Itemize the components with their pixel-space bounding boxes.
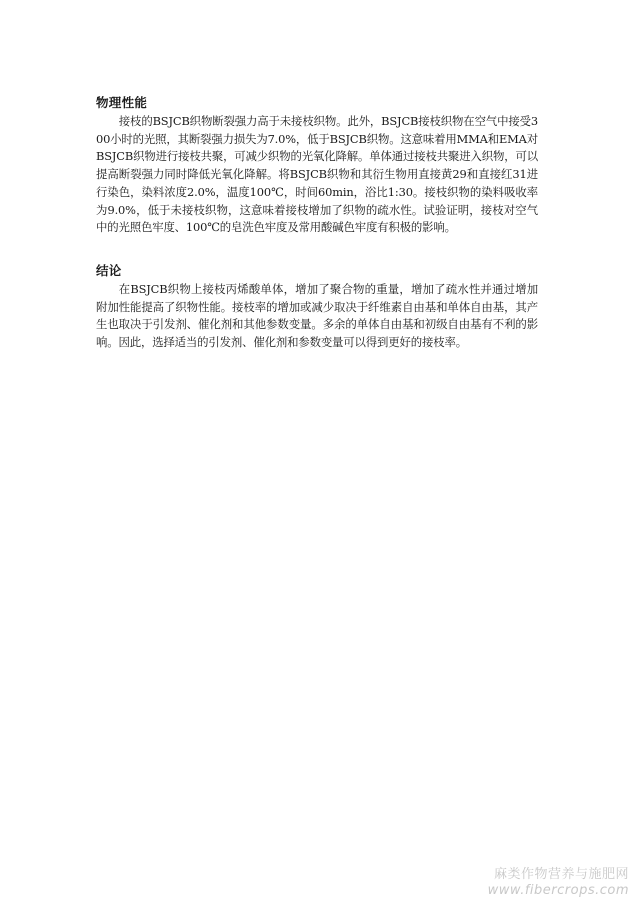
paragraph-physical-properties: 接枝的BSJCB织物断裂强力高于未接枝织物。此外，BSJCB接枝织物在空气中接受300小时的光照，其断裂强力损失为7.0%，低于BSJCB织物。这意味着用MMA和EMA对BSJCB织物进行接枝共聚，可减少织物的光氧化降解。单体通过接枝共聚进入织物，可以提高断裂强力同时降低光氧化降解。将BSJCB织物和其衍生物用直接黄29和直接红31进行染色，染料浓度2.0%，温度100℃，时间60min，浴比1:30。接枝织物的染料吸收率为9.0%，低于未接枝织物，这意味着接枝增加了织物的疏水性。试验证明，接枝对空气中的光照色牢度、100℃的皂洗色牢度及常用酸碱色牢度有积极的影响。 <box>96 114 538 235</box>
watermark-site-url: www.fibercrops.com <box>487 883 629 898</box>
section-heading-physical-properties: 物理性能 <box>96 95 148 110</box>
paragraph-conclusion: 在BSJCB织物上接枝丙烯酸单体，增加了聚合物的重量，增加了疏水性并通过增加附加性能提高了织物性能。接枝率的增加或减少取决于纤维素自由基和单体自由基，其产生也取决于引发剂、催化剂和其他参数变量。多余的单体自由基和初级自由基有不利的影响。因此，选择适当的引发剂、催化剂和参数变量可以得到更好的接枝率。 <box>96 282 538 350</box>
section-physical-properties <box>96 94 538 237</box>
section-conclusion <box>96 262 538 352</box>
watermark-site-name: 麻类作物营养与施肥网 <box>493 867 629 882</box>
site-watermark <box>488 867 629 899</box>
section-heading-conclusion: 结论 <box>96 263 122 278</box>
